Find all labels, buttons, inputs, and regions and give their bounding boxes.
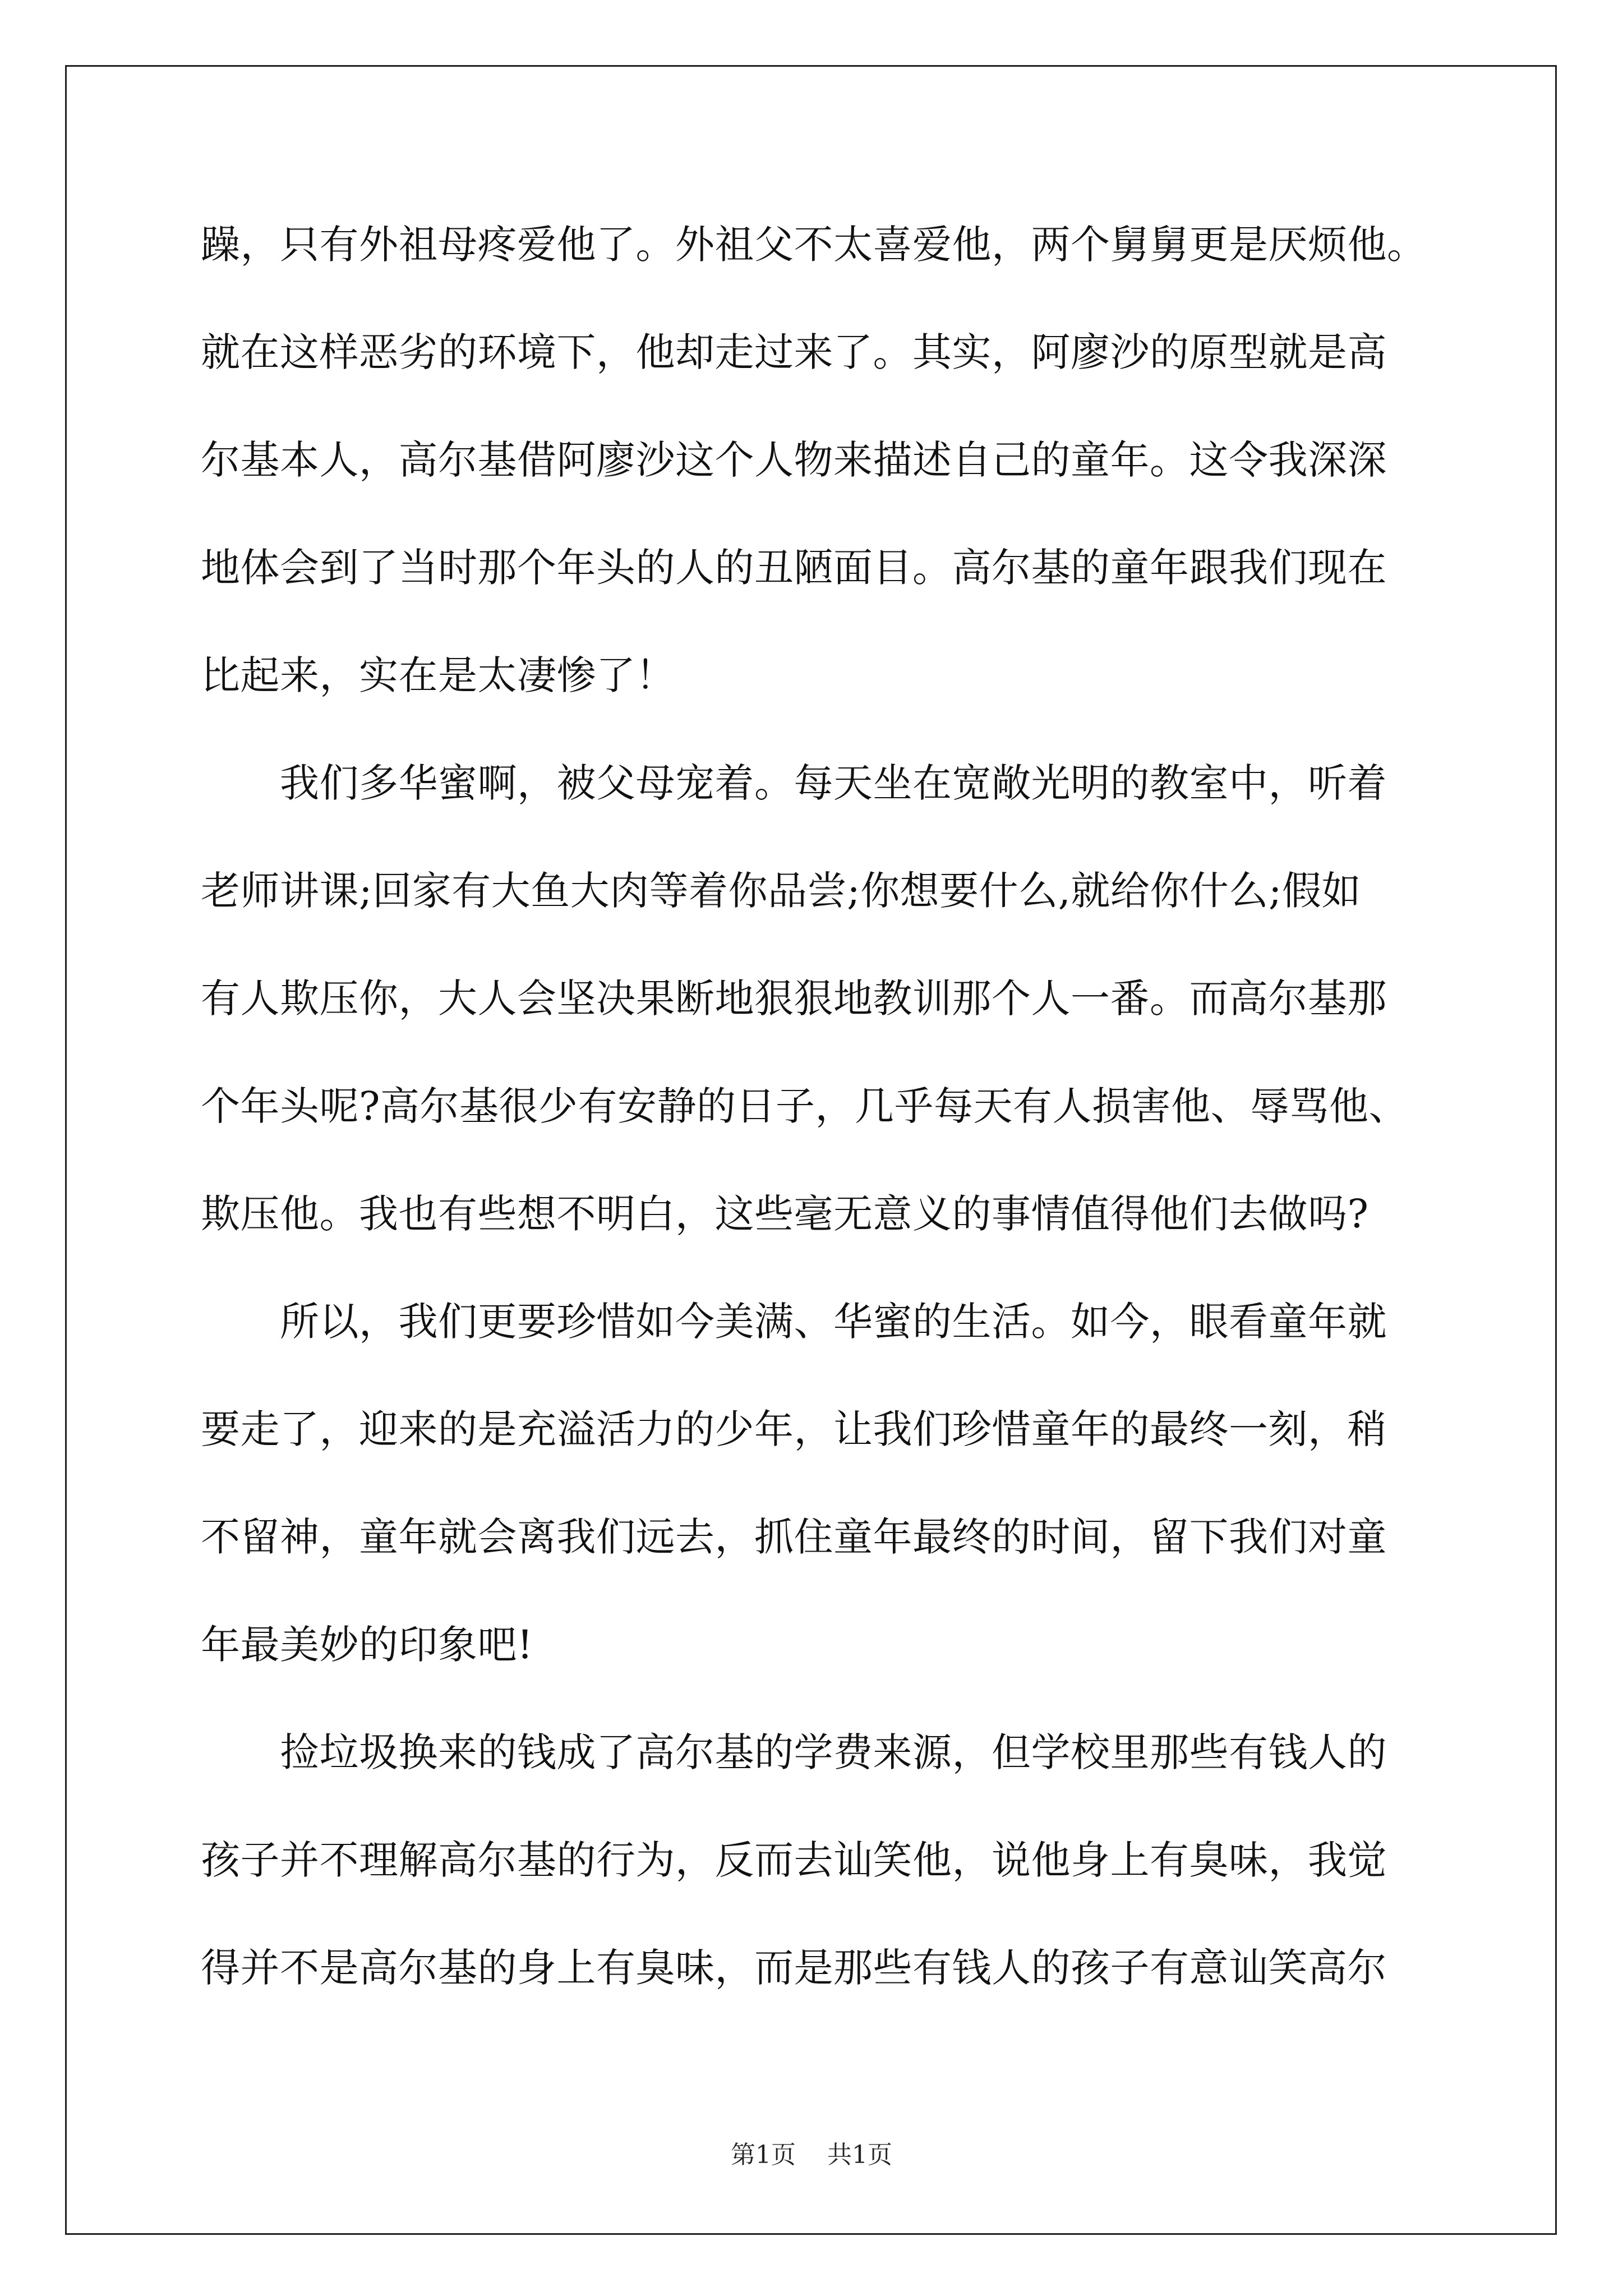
- text-line: 地体会到了当时那个年头的人的丑陋面目。高尔基的童年跟我们现在: [201, 545, 1387, 591]
- text-line: 比起来，实在是太凄惨了！: [201, 652, 675, 698]
- page-footer: [0, 2134, 1623, 2170]
- text-line: 孩子并不理解高尔基的行为，反而去讪笑他，说他身上有臭味，我觉: [201, 1837, 1387, 1883]
- text-line: 尔基本人，高尔基借阿廖沙这个人物来描述自己的童年。这令我深深: [201, 437, 1387, 483]
- document-body: [201, 191, 1435, 2022]
- text-line: 不留神，童年就会离我们远去，抓住童年最终的时间，留下我们对童: [201, 1514, 1387, 1560]
- text-line: 欺压他。我也有些想不明白，这些毫无意义的事情值得他们去做吗?: [201, 1191, 1369, 1237]
- text-line: 得并不是高尔基的身上有臭味，而是那些有钱人的孩子有意讪笑高尔: [201, 1945, 1387, 1991]
- page-number-current: 第1页: [731, 2141, 796, 2169]
- text-line: 就在这样恶劣的环境下，他却走过来了。其实，阿廖沙的原型就是高: [201, 329, 1387, 375]
- page-number-total: 共1页: [827, 2141, 892, 2169]
- text-line: 要走了，迎来的是充溢活力的少年，让我们珍惜童年的最终一刻，稍: [201, 1406, 1387, 1452]
- text-line: 有人欺压你，大人会坚决果断地狠狠地教训那个人一番。而高尔基那: [201, 976, 1387, 1022]
- text-line: 个年头呢?高尔基很少有安静的日子，几乎每天有人损害他、辱骂他、: [201, 1083, 1409, 1129]
- text-line: 所以，我们更要珍惜如今美满、华蜜的生活。如今，眼看童年就: [201, 1299, 1387, 1345]
- text-line: 躁，只有外祖母疼爱他了。外祖父不太喜爱他，两个舅舅更是厌烦他。: [201, 222, 1427, 268]
- text-line: 年最美妙的印象吧!: [201, 1622, 533, 1668]
- text-line: 捡垃圾换来的钱成了高尔基的学费来源，但学校里那些有钱人的: [201, 1729, 1387, 1775]
- text-line: 我们多华蜜啊，被父母宠着。每天坐在宽敞光明的教室中，听着: [201, 760, 1387, 806]
- text-line: 老师讲课;回家有大鱼大肉等着你品尝;你想要什么,就给你什么;假如: [201, 868, 1362, 914]
